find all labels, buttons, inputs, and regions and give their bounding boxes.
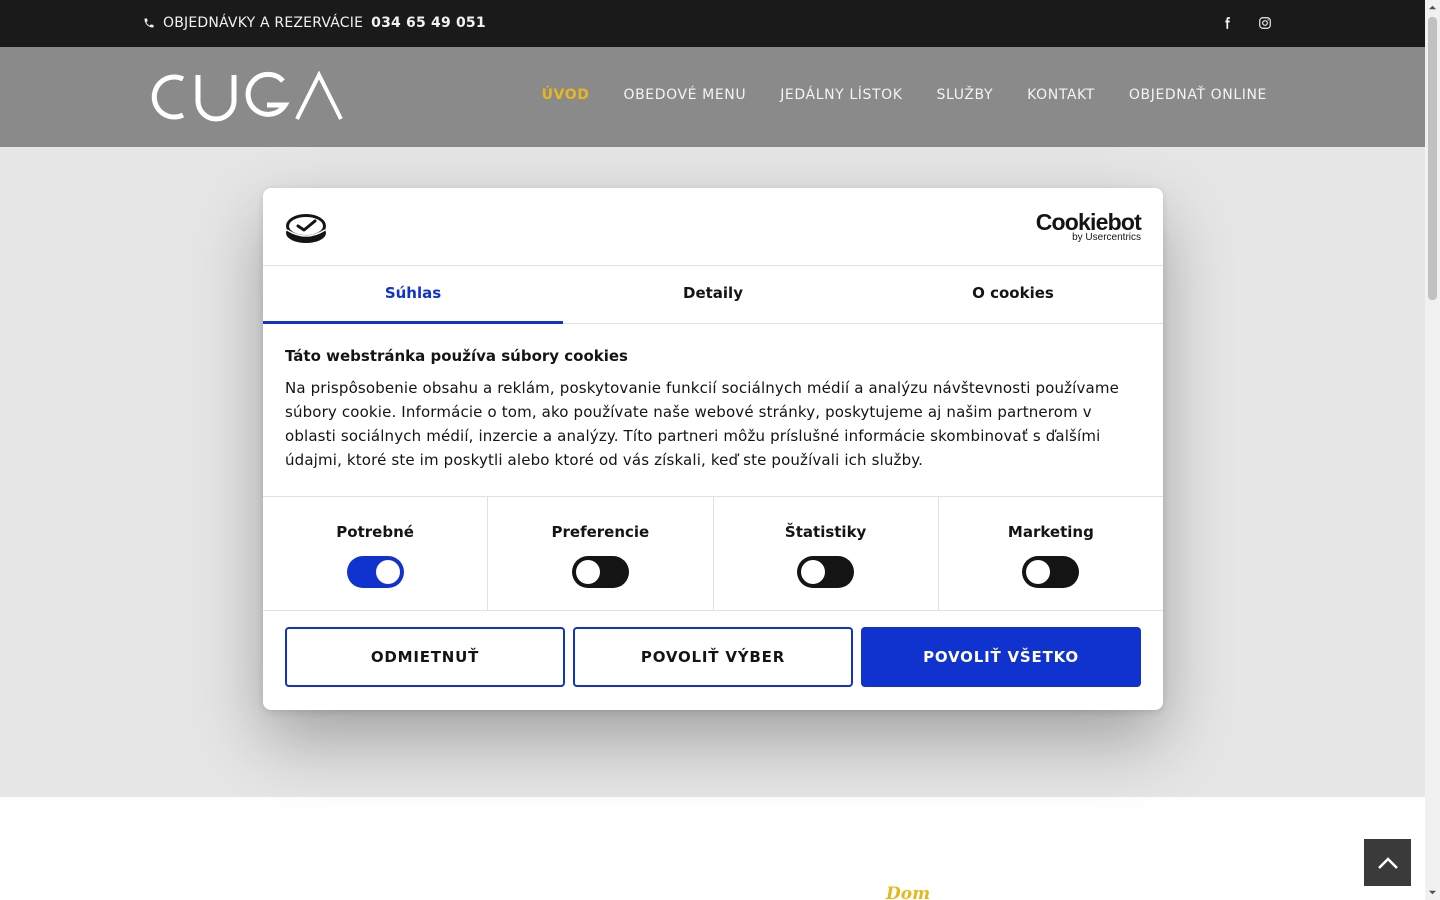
allow-all-button[interactable]: POVOLIŤ VŠETKO xyxy=(861,627,1141,687)
nav-objednat-online[interactable]: OBJEDNAŤ ONLINE xyxy=(1128,87,1267,103)
category-label: Potrebné xyxy=(336,523,414,541)
dialog-buttons xyxy=(263,611,1163,703)
cookiebot-brand-sub: by Usercentrics xyxy=(1072,232,1141,243)
cookiebot-brand[interactable] xyxy=(1036,210,1141,243)
phone-number[interactable]: 034 65 49 051 xyxy=(371,15,486,31)
allow-selection-button[interactable]: POVOLIŤ VÝBER xyxy=(573,627,853,687)
section-heading-script: Dom xyxy=(886,884,931,900)
scrollbar-thumb[interactable] xyxy=(1428,17,1437,300)
nav-obedove-menu[interactable]: OBEDOVÉ MENU xyxy=(623,87,747,103)
category-marketing xyxy=(939,497,1163,610)
phone-label: OBJEDNÁVKY A REZERVÁCIE xyxy=(163,15,364,31)
category-preferencie xyxy=(488,497,713,610)
cuga-logo[interactable] xyxy=(143,71,343,123)
main-nav xyxy=(542,87,1267,103)
scroll-up-arrow-icon[interactable] xyxy=(1428,3,1437,12)
nav-jedalny-listok[interactable]: JEDÁLNY LÍSTOK xyxy=(780,87,903,103)
dialog-body xyxy=(263,324,1163,497)
tab-suhlas[interactable]: Súhlas xyxy=(263,266,563,323)
back-to-top-button[interactable] xyxy=(1364,839,1411,886)
phone-icon xyxy=(143,17,155,29)
dialog-text: Na prispôsobenie obsahu a reklám, poskytovanie funkcií sociálnych médií a analýzu návštevnosti používame súbory cookie. Informácie o tom, ako používate naše webové stránky, poskytujeme aj našim partnerom v oblasti sociálnych médií, inzercie a analýzy. Títo partneri môžu príslušné informácie skombinovať s ďalšími údajmi, ktoré ste im poskytli alebo ktoré od vás získali, keď ste používali ich služby. xyxy=(285,379,1119,469)
instagram-icon[interactable] xyxy=(1258,15,1272,31)
top-bar xyxy=(0,0,1425,47)
site-header xyxy=(0,47,1425,147)
deny-button[interactable]: ODMIETNUŤ xyxy=(285,627,565,687)
category-label: Preferencie xyxy=(551,523,650,541)
toggle-preferencie[interactable] xyxy=(572,556,629,588)
nav-kontakt[interactable]: KONTAKT xyxy=(1027,87,1095,103)
chevron-up-icon xyxy=(1377,856,1399,870)
toggle-knob xyxy=(801,560,825,584)
toggle-statistiky[interactable] xyxy=(797,556,854,588)
consent-categories xyxy=(263,497,1163,611)
dialog-title: Táto webstránka používa súbory cookies xyxy=(285,347,628,365)
tab-detaily[interactable]: Detaily xyxy=(683,284,743,302)
tab-o-cookies[interactable]: O cookies xyxy=(972,284,1054,302)
page-scrollbar[interactable] xyxy=(1425,0,1440,900)
phone-contact[interactable] xyxy=(143,15,486,31)
toggle-knob xyxy=(1026,560,1050,584)
nav-sluzby[interactable]: SLUŽBY xyxy=(936,87,994,103)
nav-uvod[interactable]: ÚVOD xyxy=(541,87,590,103)
category-statistiky xyxy=(714,497,939,610)
cookiebot-brand-name: Cookiebot xyxy=(1035,209,1141,235)
category-label: Štatistiky xyxy=(784,523,867,541)
dialog-header xyxy=(263,188,1163,266)
toggle-knob xyxy=(576,560,600,584)
cookiebot-logo-icon xyxy=(285,212,327,244)
toggle-marketing[interactable] xyxy=(1022,556,1079,588)
dialog-tabs xyxy=(263,266,1163,324)
content-section xyxy=(0,797,1425,900)
scroll-down-arrow-icon[interactable] xyxy=(1428,888,1437,897)
cookie-consent-dialog xyxy=(263,188,1163,710)
toggle-potrebne[interactable] xyxy=(347,556,404,588)
category-potrebne xyxy=(263,497,488,610)
toggle-knob xyxy=(376,560,400,584)
facebook-icon[interactable] xyxy=(1220,15,1234,31)
category-label: Marketing xyxy=(1007,523,1094,541)
